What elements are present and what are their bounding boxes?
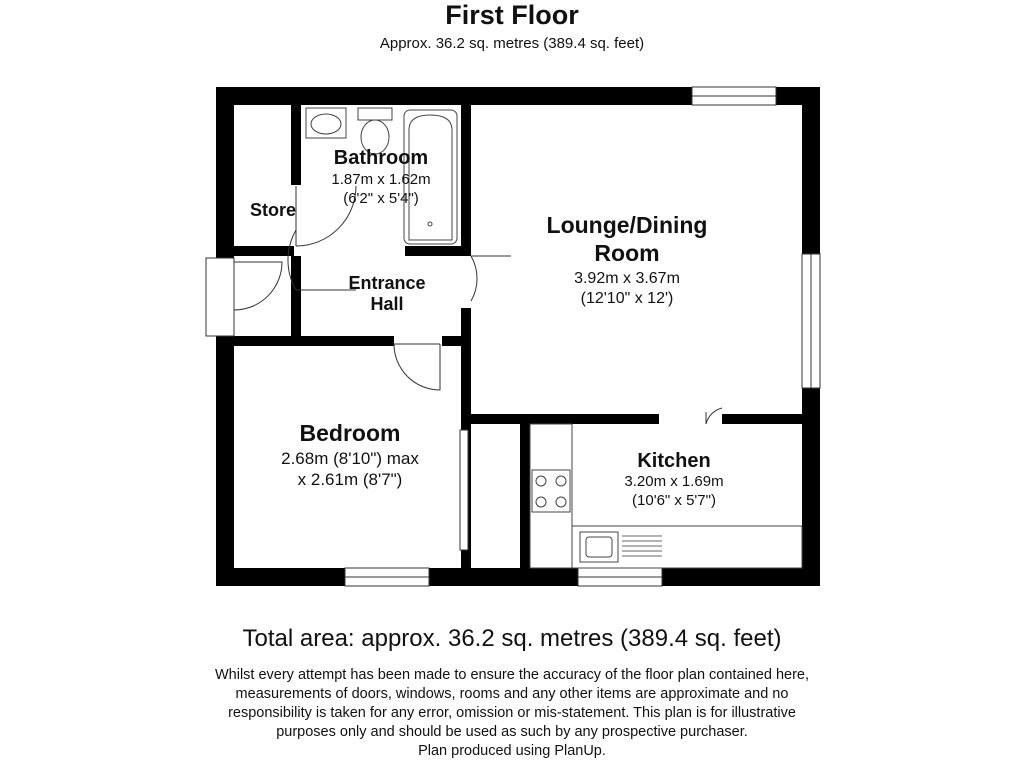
disclaimer-line: Whilst every attempt has been made to ensure the accuracy of the floor plan contained here, [214,667,810,683]
total-area: Total area: approx. 36.2 sq. metres (389.4 sq. feet) [242,625,782,652]
hob-ring-icon [536,497,546,507]
bathroom-dim-imperial: (6'2" x 5'4") [343,190,419,207]
counter-left-icon [530,424,572,568]
kitchen-dim-metric: 3.20m x 1.69m [624,473,724,490]
entrance-hall-name-line1: Entrance [348,273,426,293]
disclaimer-line: Plan produced using PlanUp. [418,743,606,759]
store-name: Store [249,200,297,220]
entrance-hall-name-line2: Hall [370,294,404,314]
disclaimer-line: responsibility is taken for any error, omission or mis-statement. This plan is for illustrative [228,705,796,721]
disclaimer-line: measurements of doors, windows, rooms and any other items are approximate and no [235,686,789,702]
bedroom-dim-metric: 2.68m (8'10") max [281,449,419,468]
hob-ring-icon [556,476,566,486]
plan-title: First Floor [445,0,579,30]
lounge-dim-metric: 3.92m x 3.67m [574,270,680,287]
toilet-cistern-icon [358,108,392,120]
kitchen-dim-imperial: (10'6" x 5'7") [632,492,716,509]
lounge-name-line2: Room [594,240,660,266]
disclaimer [150,666,874,761]
bedroom-name: Bedroom [299,420,401,446]
room-labels [250,147,724,509]
kitchen-name: Kitchen [637,450,711,472]
hob-ring-icon [556,497,566,507]
washbasin-bowl-icon [311,114,341,134]
bathroom-dim-metric: 1.87m x 1.62m [331,171,431,188]
disclaimer-line: purposes only and should be used as such by any prospective purchaser. [276,724,748,740]
lounge-name-line1: Lounge/Dining [546,212,708,238]
interior-walls [234,105,802,568]
plan-subtitle: Approx. 36.2 sq. metres (389.4 sq. feet) [379,35,645,52]
bathroom-name: Bathroom [333,147,429,169]
sink-bowl-icon [586,537,612,557]
hob-ring-icon [536,476,546,486]
lounge-dim-imperial: (12'10" x 12') [580,290,674,307]
bath-drain-icon [428,222,432,226]
bedroom-dim-imperial: x 2.61m (8'7") [297,470,403,489]
